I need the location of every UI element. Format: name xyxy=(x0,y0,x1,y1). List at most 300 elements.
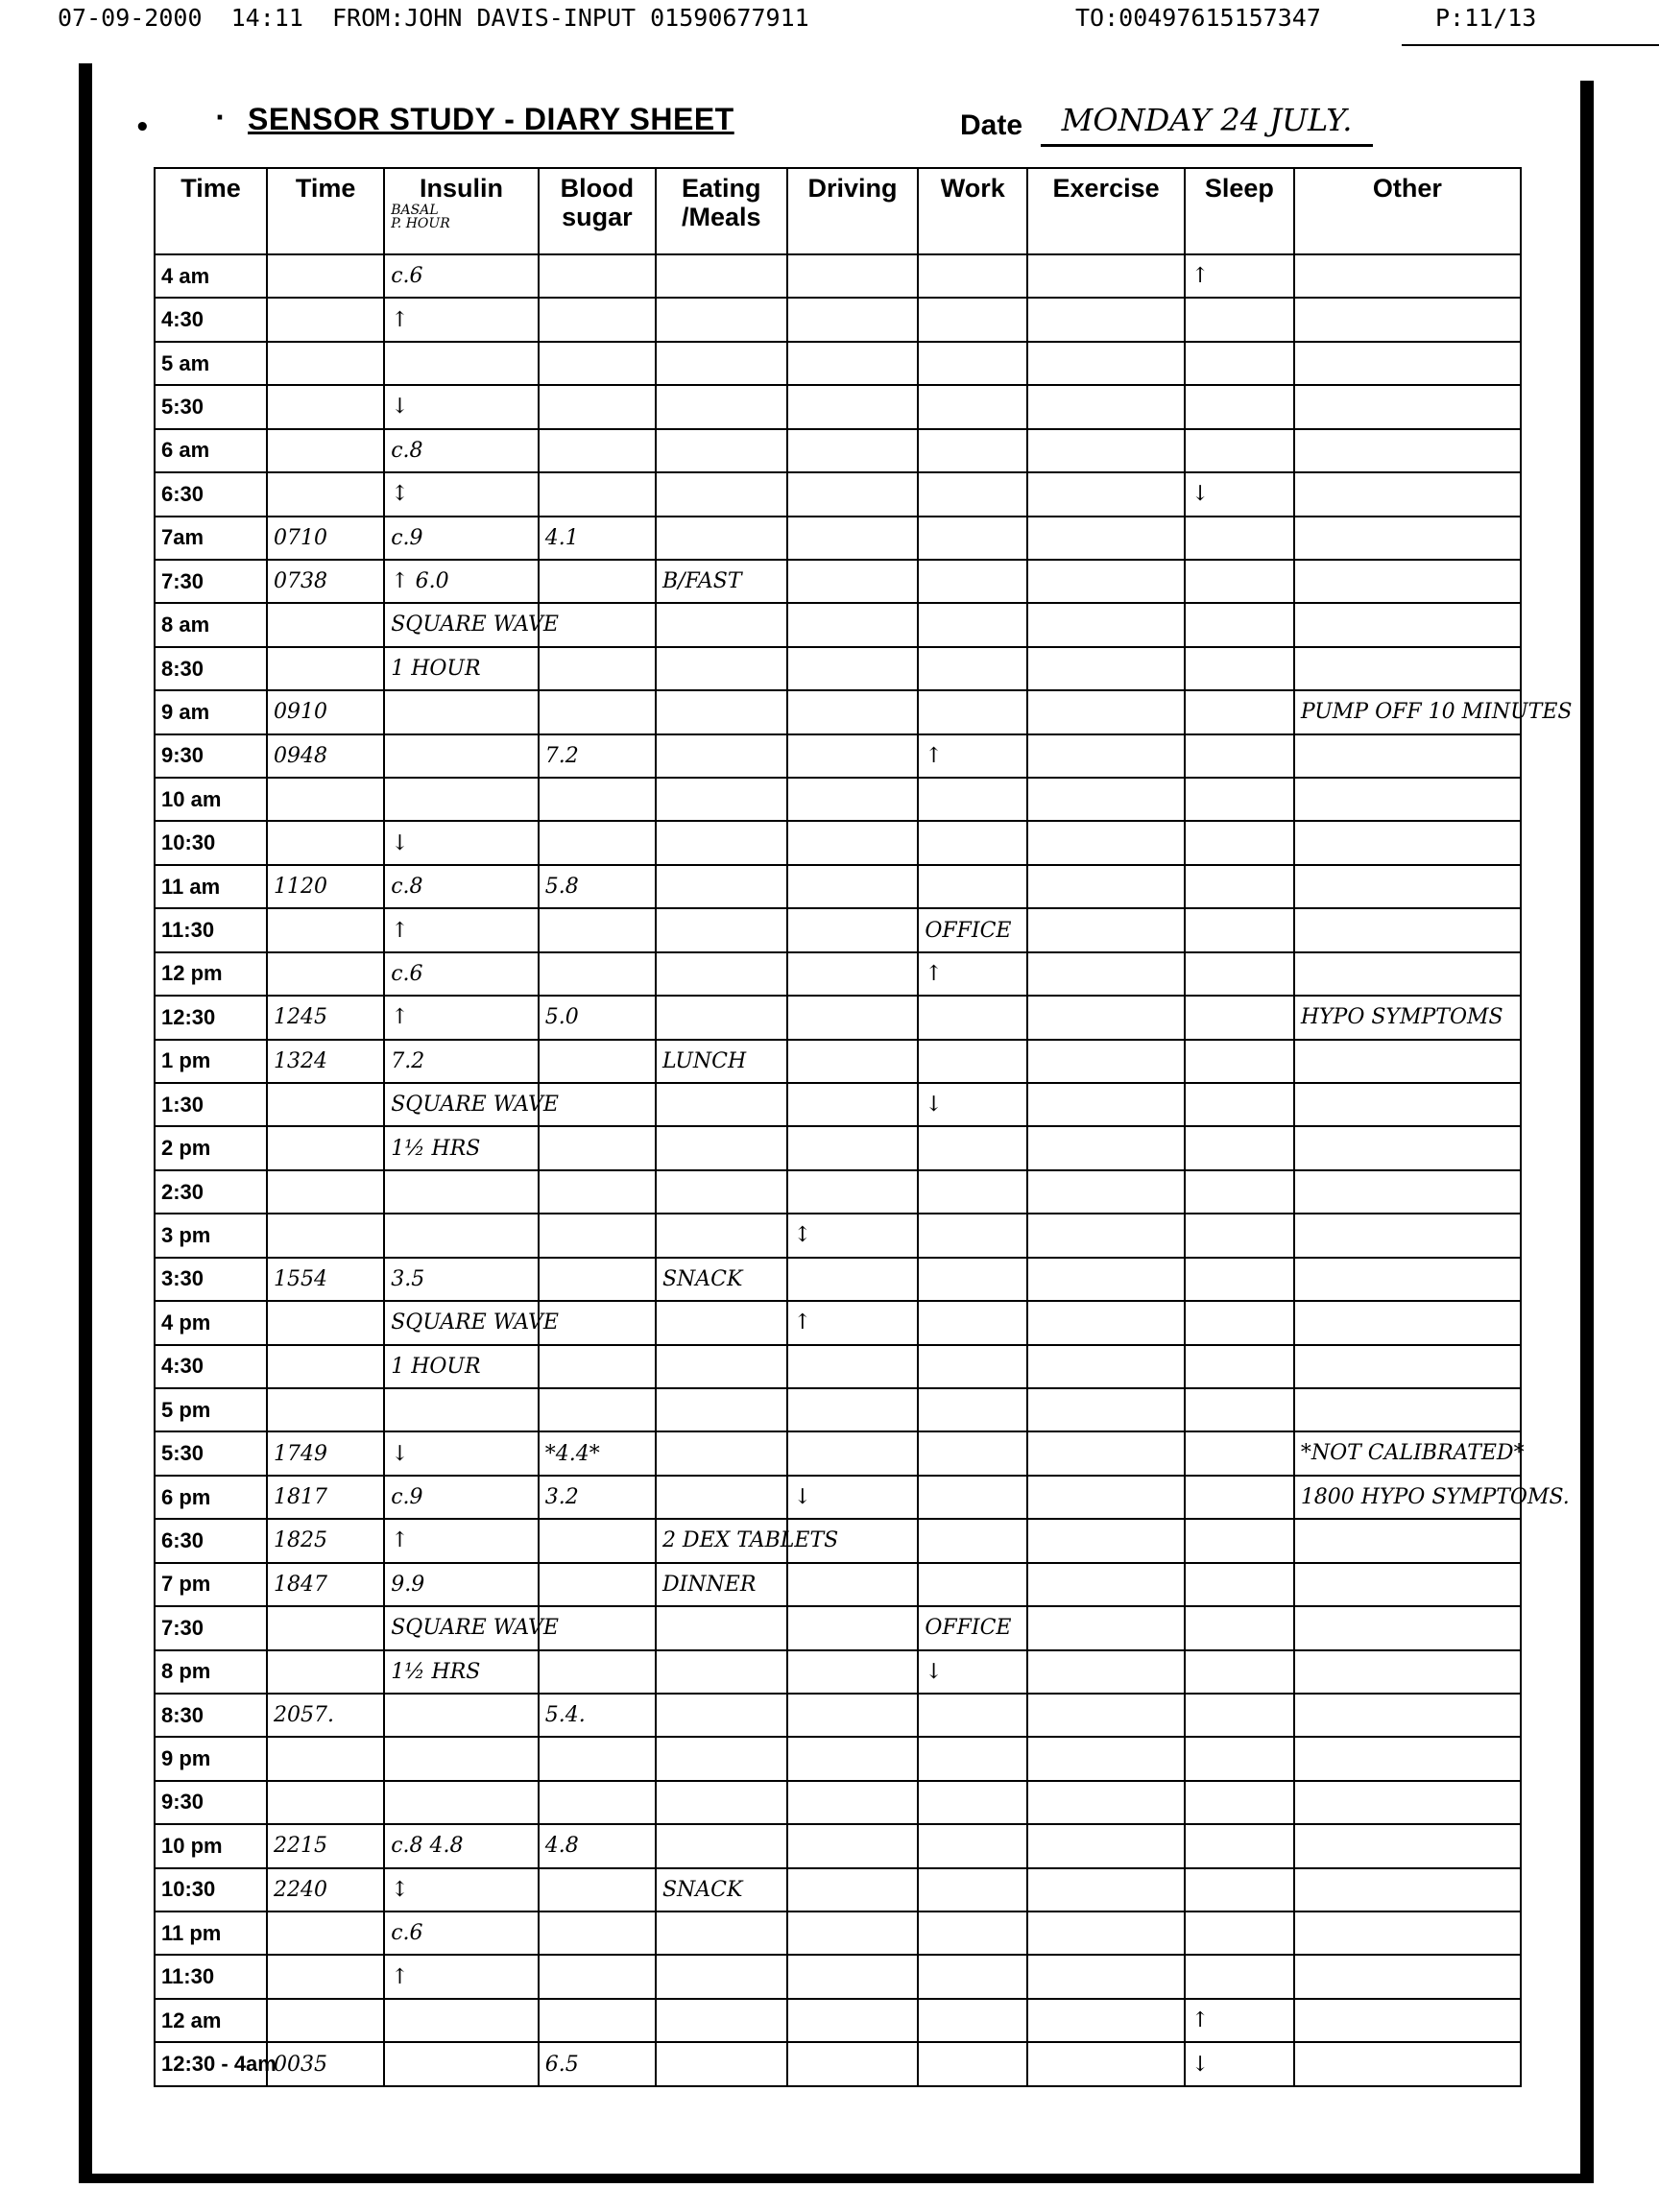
slot-cell: 7am xyxy=(155,517,267,560)
eating-cell xyxy=(656,690,787,733)
other-cell xyxy=(1294,1606,1521,1649)
diary-body xyxy=(155,254,1573,2086)
sleep-cell xyxy=(1185,952,1294,996)
slot-cell: 9 pm xyxy=(155,1737,267,1780)
work-cell xyxy=(918,865,1027,908)
blood-sugar-cell xyxy=(539,1258,656,1301)
sleep-cell xyxy=(1185,298,1294,341)
insulin-cell xyxy=(384,1999,539,2042)
other-cell xyxy=(1294,385,1521,428)
other-cell xyxy=(1294,1694,1521,1737)
col-header-eating: Eating /Meals xyxy=(656,168,787,254)
sleep-cell xyxy=(1185,1388,1294,1431)
insulin-cell: c.9 xyxy=(384,517,539,560)
time-cell: 1847 xyxy=(267,1563,384,1606)
exercise-cell xyxy=(1027,298,1185,341)
sleep-cell xyxy=(1185,1824,1294,1867)
other-cell xyxy=(1294,1650,1521,1694)
sleep-cell xyxy=(1185,1214,1294,1257)
insulin-cell: ↕ xyxy=(384,1868,539,1911)
table-row xyxy=(155,1606,1521,1649)
work-cell xyxy=(918,1911,1027,1955)
sleep-cell xyxy=(1185,1519,1294,1562)
eating-cell xyxy=(656,1170,787,1214)
blood-sugar-cell: 7.2 xyxy=(539,734,656,778)
work-cell xyxy=(918,1388,1027,1431)
table-row xyxy=(155,560,1521,603)
driving-cell xyxy=(787,1781,919,1824)
work-cell xyxy=(918,1301,1027,1344)
slot-cell: 8:30 xyxy=(155,1694,267,1737)
exercise-cell xyxy=(1027,603,1185,646)
other-cell: HYPO SYMPTOMS xyxy=(1294,996,1521,1039)
sleep-cell xyxy=(1185,778,1294,821)
time-cell: 2215 xyxy=(267,1824,384,1867)
table-row xyxy=(155,517,1521,560)
blood-sugar-cell xyxy=(539,1781,656,1824)
table-row xyxy=(155,778,1521,821)
exercise-cell xyxy=(1027,821,1185,864)
slot-cell: 11 am xyxy=(155,865,267,908)
page-border-right xyxy=(1580,81,1594,2183)
driving-cell: ↕ xyxy=(787,1214,919,1257)
driving-cell xyxy=(787,1040,919,1083)
driving-cell xyxy=(787,1258,919,1301)
fax-from: FROM:JOHN DAVIS-INPUT 01590677911 xyxy=(331,4,809,32)
slot-cell: 10 am xyxy=(155,778,267,821)
work-cell xyxy=(918,778,1027,821)
other-cell xyxy=(1294,908,1521,951)
insulin-cell: ↑ xyxy=(384,298,539,341)
work-cell xyxy=(918,996,1027,1039)
driving-cell xyxy=(787,1694,919,1737)
table-row xyxy=(155,472,1521,516)
table-row xyxy=(155,1781,1521,1824)
sleep-cell xyxy=(1185,1301,1294,1344)
table-row xyxy=(155,690,1521,733)
time-cell xyxy=(267,298,384,341)
exercise-cell xyxy=(1027,1083,1185,1126)
sleep-cell xyxy=(1185,560,1294,603)
sleep-cell xyxy=(1185,690,1294,733)
table-row xyxy=(155,1170,1521,1214)
eating-cell xyxy=(656,254,787,298)
date-label: Date xyxy=(960,109,1023,141)
slot-cell: 5:30 xyxy=(155,385,267,428)
slot-cell: 10:30 xyxy=(155,1868,267,1911)
work-cell xyxy=(918,1694,1027,1737)
table-row xyxy=(155,734,1521,778)
eating-cell xyxy=(656,734,787,778)
slot-cell: 7 pm xyxy=(155,1563,267,1606)
sleep-cell xyxy=(1185,647,1294,690)
time-cell xyxy=(267,342,384,385)
time-cell xyxy=(267,254,384,298)
eating-cell xyxy=(656,1345,787,1388)
exercise-cell xyxy=(1027,1388,1185,1431)
sleep-cell xyxy=(1185,1126,1294,1169)
driving-cell xyxy=(787,1650,919,1694)
exercise-cell xyxy=(1027,647,1185,690)
table-row xyxy=(155,298,1521,341)
slot-cell: 8 pm xyxy=(155,1650,267,1694)
fax-date-time: 07-09-2000 14:11 xyxy=(58,4,303,32)
exercise-cell xyxy=(1027,1258,1185,1301)
sleep-cell xyxy=(1185,1170,1294,1214)
eating-cell xyxy=(656,821,787,864)
exercise-cell xyxy=(1027,2042,1185,2086)
blood-sugar-cell xyxy=(539,1519,656,1562)
other-cell xyxy=(1294,560,1521,603)
exercise-cell xyxy=(1027,1519,1185,1562)
time-cell xyxy=(267,647,384,690)
other-cell xyxy=(1294,1911,1521,1955)
other-cell xyxy=(1294,1126,1521,1169)
table-row xyxy=(155,1258,1521,1301)
time-cell: 1324 xyxy=(267,1040,384,1083)
time-cell xyxy=(267,1911,384,1955)
slot-cell: 2:30 xyxy=(155,1170,267,1214)
blood-sugar-cell xyxy=(539,1388,656,1431)
sleep-cell xyxy=(1185,821,1294,864)
insulin-cell: SQUARE WAVE xyxy=(384,1083,539,1126)
time-cell xyxy=(267,821,384,864)
time-cell xyxy=(267,1345,384,1388)
other-cell: PUMP OFF 10 MINUTES xyxy=(1294,690,1521,733)
col-header-driving: Driving xyxy=(787,168,919,254)
eating-cell xyxy=(656,1650,787,1694)
blood-sugar-cell: 6.5 xyxy=(539,2042,656,2086)
sheet-title: SENSOR STUDY - DIARY SHEET xyxy=(248,102,734,136)
work-cell xyxy=(918,560,1027,603)
eating-cell: SNACK xyxy=(656,1868,787,1911)
driving-cell xyxy=(787,1388,919,1431)
other-cell xyxy=(1294,298,1521,341)
table-row xyxy=(155,1519,1521,1562)
slot-cell: 11:30 xyxy=(155,908,267,951)
insulin-cell: SQUARE WAVE xyxy=(384,1301,539,1344)
driving-cell xyxy=(787,2042,919,2086)
col-header-work: Work xyxy=(918,168,1027,254)
blood-sugar-cell xyxy=(539,647,656,690)
time-cell xyxy=(267,1606,384,1649)
blood-sugar-cell xyxy=(539,1911,656,1955)
other-cell xyxy=(1294,254,1521,298)
sleep-cell xyxy=(1185,1476,1294,1519)
work-cell xyxy=(918,1126,1027,1169)
time-cell xyxy=(267,1737,384,1780)
exercise-cell xyxy=(1027,1214,1185,1257)
col-header-sleep: Sleep xyxy=(1185,168,1294,254)
slot-cell: 9:30 xyxy=(155,734,267,778)
time-cell: 1825 xyxy=(267,1519,384,1562)
other-cell xyxy=(1294,1040,1521,1083)
exercise-cell xyxy=(1027,1650,1185,1694)
insulin-cell: ↕ xyxy=(384,472,539,516)
insulin-cell xyxy=(384,734,539,778)
fax-rule xyxy=(1402,44,1659,46)
time-cell xyxy=(267,908,384,951)
work-cell xyxy=(918,690,1027,733)
bullet-mark: • xyxy=(134,113,151,142)
slot-cell: 6 pm xyxy=(155,1476,267,1519)
slot-cell: 4 am xyxy=(155,254,267,298)
driving-cell xyxy=(787,1345,919,1388)
blood-sugar-cell xyxy=(539,1040,656,1083)
slot-cell: 6:30 xyxy=(155,472,267,516)
blood-sugar-cell xyxy=(539,385,656,428)
work-cell: ↓ xyxy=(918,1650,1027,1694)
time-cell: 1749 xyxy=(267,1431,384,1475)
time-cell xyxy=(267,1301,384,1344)
exercise-cell xyxy=(1027,1476,1185,1519)
sleep-cell xyxy=(1185,1868,1294,1911)
other-cell xyxy=(1294,1519,1521,1562)
work-cell xyxy=(918,1563,1027,1606)
other-cell xyxy=(1294,1388,1521,1431)
driving-cell xyxy=(787,1868,919,1911)
insulin-cell: ↑ 6.0 xyxy=(384,560,539,603)
eating-cell: B/FAST xyxy=(656,560,787,603)
insulin-cell: c.6 xyxy=(384,952,539,996)
eating-cell xyxy=(656,778,787,821)
other-cell xyxy=(1294,1868,1521,1911)
table-row xyxy=(155,1650,1521,1694)
driving-cell xyxy=(787,1606,919,1649)
exercise-cell xyxy=(1027,865,1185,908)
blood-sugar-cell xyxy=(539,560,656,603)
sleep-cell xyxy=(1185,517,1294,560)
eating-cell xyxy=(656,517,787,560)
blood-sugar-cell xyxy=(539,778,656,821)
fax-to: TO:00497615157347 xyxy=(1075,4,1321,32)
insulin-sub-hour: P. HOUR xyxy=(391,215,450,231)
sleep-cell xyxy=(1185,1258,1294,1301)
exercise-cell xyxy=(1027,908,1185,951)
col-header-blood-sugar: Blood sugar xyxy=(539,168,656,254)
blood-sugar-cell xyxy=(539,1170,656,1214)
slot-cell: 6 am xyxy=(155,429,267,472)
table-row xyxy=(155,1737,1521,1780)
exercise-cell xyxy=(1027,517,1185,560)
insulin-cell xyxy=(384,342,539,385)
eating-cell xyxy=(656,908,787,951)
blood-sugar-cell xyxy=(539,342,656,385)
insulin-cell: 1 HOUR xyxy=(384,1345,539,1388)
other-cell: *NOT CALIBRATED* xyxy=(1294,1431,1521,1475)
header-row xyxy=(155,168,1521,254)
diary-table xyxy=(154,167,1573,2087)
other-cell xyxy=(1294,1258,1521,1301)
time-cell xyxy=(267,429,384,472)
time-cell xyxy=(267,1388,384,1431)
insulin-cell: 1 HOUR xyxy=(384,647,539,690)
blood-sugar-cell xyxy=(539,1868,656,1911)
eating-cell xyxy=(656,1955,787,1998)
slot-cell: 12 am xyxy=(155,1999,267,2042)
insulin-cell: SQUARE WAVE xyxy=(384,603,539,646)
page-border-bottom xyxy=(79,2174,1594,2183)
time-cell xyxy=(267,952,384,996)
exercise-cell xyxy=(1027,1781,1185,1824)
date-value: MONDAY 24 JULY. xyxy=(1041,102,1373,147)
fax-header xyxy=(58,4,1594,36)
eating-cell xyxy=(656,1083,787,1126)
blood-sugar-cell: 4.1 xyxy=(539,517,656,560)
driving-cell xyxy=(787,342,919,385)
insulin-cell: c.9 xyxy=(384,1476,539,1519)
eating-cell xyxy=(656,996,787,1039)
blood-sugar-cell xyxy=(539,1563,656,1606)
insulin-cell xyxy=(384,1214,539,1257)
time-cell: 0948 xyxy=(267,734,384,778)
sleep-cell: ↑ xyxy=(1185,1999,1294,2042)
time-cell xyxy=(267,1955,384,1998)
slot-cell: 1:30 xyxy=(155,1083,267,1126)
eating-cell: 2 DEX TABLETS xyxy=(656,1519,787,1562)
eating-cell xyxy=(656,603,787,646)
blood-sugar-cell xyxy=(539,1650,656,1694)
driving-cell: ↓ xyxy=(787,1476,919,1519)
slot-cell: 5 pm xyxy=(155,1388,267,1431)
eating-cell xyxy=(656,1999,787,2042)
eating-cell xyxy=(656,1737,787,1780)
sleep-cell: ↓ xyxy=(1185,472,1294,516)
driving-cell: ↑ xyxy=(787,1301,919,1344)
exercise-cell xyxy=(1027,952,1185,996)
eating-cell xyxy=(656,1126,787,1169)
work-cell xyxy=(918,1737,1027,1780)
eating-cell: SNACK xyxy=(656,1258,787,1301)
exercise-cell xyxy=(1027,778,1185,821)
driving-cell xyxy=(787,734,919,778)
other-cell xyxy=(1294,821,1521,864)
col-header-time: Time xyxy=(267,168,384,254)
other-cell xyxy=(1294,647,1521,690)
exercise-cell xyxy=(1027,734,1185,778)
driving-cell xyxy=(787,952,919,996)
driving-cell xyxy=(787,1955,919,1998)
other-cell xyxy=(1294,1170,1521,1214)
work-cell xyxy=(918,1170,1027,1214)
exercise-cell xyxy=(1027,1694,1185,1737)
work-cell xyxy=(918,298,1027,341)
driving-cell xyxy=(787,690,919,733)
exercise-cell xyxy=(1027,385,1185,428)
exercise-cell xyxy=(1027,1431,1185,1475)
time-cell xyxy=(267,1650,384,1694)
work-cell xyxy=(918,1824,1027,1867)
eating-cell xyxy=(656,1431,787,1475)
blood-sugar-cell: 5.4. xyxy=(539,1694,656,1737)
blood-sugar-cell xyxy=(539,1999,656,2042)
work-cell xyxy=(918,1519,1027,1562)
slot-cell: 5:30 xyxy=(155,1431,267,1475)
sleep-cell xyxy=(1185,1563,1294,1606)
time-cell xyxy=(267,1170,384,1214)
time-cell xyxy=(267,1999,384,2042)
other-cell: 1800 HYPO SYMPTOMS. xyxy=(1294,1476,1521,1519)
eating-cell xyxy=(656,1694,787,1737)
time-cell xyxy=(267,1126,384,1169)
sleep-cell xyxy=(1185,342,1294,385)
table-row xyxy=(155,647,1521,690)
blood-sugar-cell: 5.0 xyxy=(539,996,656,1039)
other-cell xyxy=(1294,1781,1521,1824)
work-cell xyxy=(918,1345,1027,1388)
eating-cell xyxy=(656,647,787,690)
slot-cell: 5 am xyxy=(155,342,267,385)
exercise-cell xyxy=(1027,254,1185,298)
table-row xyxy=(155,908,1521,951)
insulin-cell: 1½ HRS xyxy=(384,1650,539,1694)
insulin-cell xyxy=(384,1781,539,1824)
driving-cell xyxy=(787,472,919,516)
insulin-cell xyxy=(384,1388,539,1431)
table-row xyxy=(155,1301,1521,1344)
time-cell: 2057. xyxy=(267,1694,384,1737)
exercise-cell xyxy=(1027,1126,1185,1169)
work-cell xyxy=(918,1999,1027,2042)
work-cell xyxy=(918,517,1027,560)
other-cell xyxy=(1294,734,1521,778)
page-border-left xyxy=(79,63,92,2183)
eating-cell xyxy=(656,298,787,341)
slot-cell: 12:30 - 4am xyxy=(155,2042,267,2086)
time-cell xyxy=(267,385,384,428)
work-cell xyxy=(918,1431,1027,1475)
work-cell: ↑ xyxy=(918,952,1027,996)
time-cell: 1120 xyxy=(267,865,384,908)
slot-cell: 10 pm xyxy=(155,1824,267,1867)
eating-cell xyxy=(656,342,787,385)
insulin-cell: ↓ xyxy=(384,385,539,428)
eating-cell xyxy=(656,952,787,996)
driving-cell xyxy=(787,1563,919,1606)
exercise-cell xyxy=(1027,1737,1185,1780)
insulin-cell: ↓ xyxy=(384,1431,539,1475)
exercise-cell xyxy=(1027,1040,1185,1083)
time-cell xyxy=(267,778,384,821)
exercise-cell xyxy=(1027,1345,1185,1388)
table-row xyxy=(155,1911,1521,1955)
table-row xyxy=(155,1868,1521,1911)
table-row xyxy=(155,254,1521,298)
driving-cell xyxy=(787,647,919,690)
other-cell xyxy=(1294,1083,1521,1126)
slot-cell: 4:30 xyxy=(155,1345,267,1388)
eating-cell xyxy=(656,1301,787,1344)
insulin-cell: ↑ xyxy=(384,1955,539,1998)
other-cell xyxy=(1294,1999,1521,2042)
work-cell xyxy=(918,647,1027,690)
col-header-exercise: Exercise xyxy=(1027,168,1185,254)
exercise-cell xyxy=(1027,690,1185,733)
blood-sugar-cell: 5.8 xyxy=(539,865,656,908)
time-cell xyxy=(267,603,384,646)
insulin-cell: 1½ HRS xyxy=(384,1126,539,1169)
sleep-cell xyxy=(1185,1694,1294,1737)
fax-page: P:11/13 xyxy=(1435,4,1537,32)
insulin-cell xyxy=(384,690,539,733)
table-row xyxy=(155,1083,1521,1126)
col-header-slot: Time xyxy=(155,168,267,254)
table-row xyxy=(155,996,1521,1039)
driving-cell xyxy=(787,517,919,560)
eating-cell xyxy=(656,1781,787,1824)
time-cell xyxy=(267,472,384,516)
table-row xyxy=(155,1214,1521,1257)
